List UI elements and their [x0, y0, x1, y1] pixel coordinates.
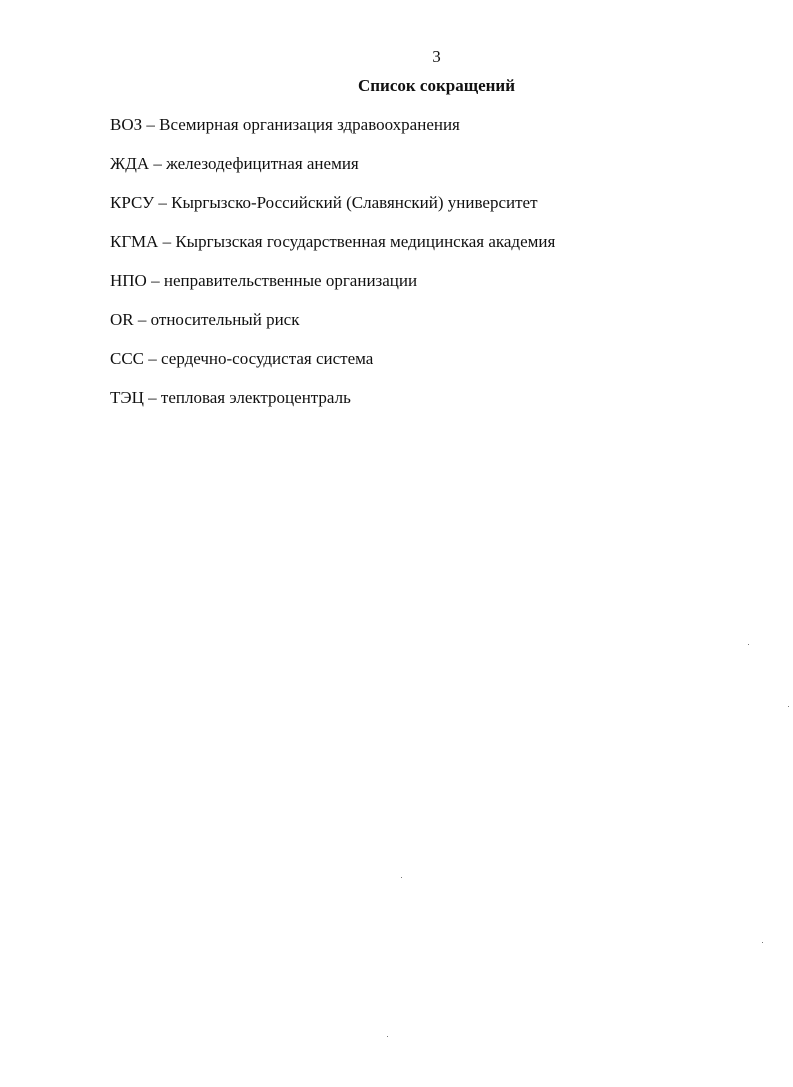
abbreviation-meaning: Кыргызско-Российский (Славянский) университет [171, 193, 538, 212]
abbreviation-dash: – [148, 349, 157, 368]
abbreviation-list [110, 115, 750, 427]
abbreviation-term: КРСУ [110, 193, 155, 212]
abbreviation-dash: – [153, 154, 162, 173]
abbreviation-term: НПО [110, 271, 147, 290]
abbreviation-term: OR [110, 310, 134, 329]
abbreviation-dash: – [151, 271, 160, 290]
scan-speck [748, 644, 749, 645]
abbreviation-item [110, 349, 750, 369]
abbreviation-item [110, 193, 750, 213]
abbreviation-meaning: железодефицитная анемия [166, 154, 359, 173]
abbreviation-item [110, 271, 750, 291]
abbreviation-item [110, 232, 750, 252]
abbreviation-item [110, 154, 750, 174]
abbreviation-item [110, 310, 750, 330]
abbreviation-meaning: неправительственные организации [163, 271, 418, 290]
abbreviation-term: ТЭЦ [110, 388, 144, 407]
abbreviation-dash: – [148, 388, 157, 407]
page-number: 3 [432, 47, 441, 66]
abbreviation-dash: – [158, 193, 167, 212]
page-title: Список сокращений [357, 76, 516, 95]
abbreviation-term: ЖДА [110, 154, 150, 173]
abbreviation-item [110, 388, 750, 408]
scan-speck [387, 1036, 388, 1037]
abbreviation-meaning: тепловая электроцентраль [160, 388, 351, 407]
abbreviation-meaning: Всемирная организация здравоохранения [159, 115, 460, 134]
abbreviation-term: ССС [110, 349, 145, 368]
scan-speck [401, 877, 402, 878]
abbreviation-meaning: сердечно-сосудистая система [161, 349, 374, 368]
scan-speck [788, 706, 789, 707]
abbreviation-meaning: относительный риск [150, 310, 300, 329]
abbreviation-item [110, 115, 750, 135]
abbreviation-meaning: Кыргызская государственная медицинская академия [175, 232, 556, 251]
abbreviation-dash: – [146, 115, 155, 134]
abbreviation-term: КГМА [110, 232, 159, 251]
abbreviation-dash: – [162, 232, 172, 251]
abbreviation-dash: – [137, 310, 147, 329]
scan-speck [762, 942, 763, 943]
abbreviation-term: ВОЗ [110, 115, 143, 134]
